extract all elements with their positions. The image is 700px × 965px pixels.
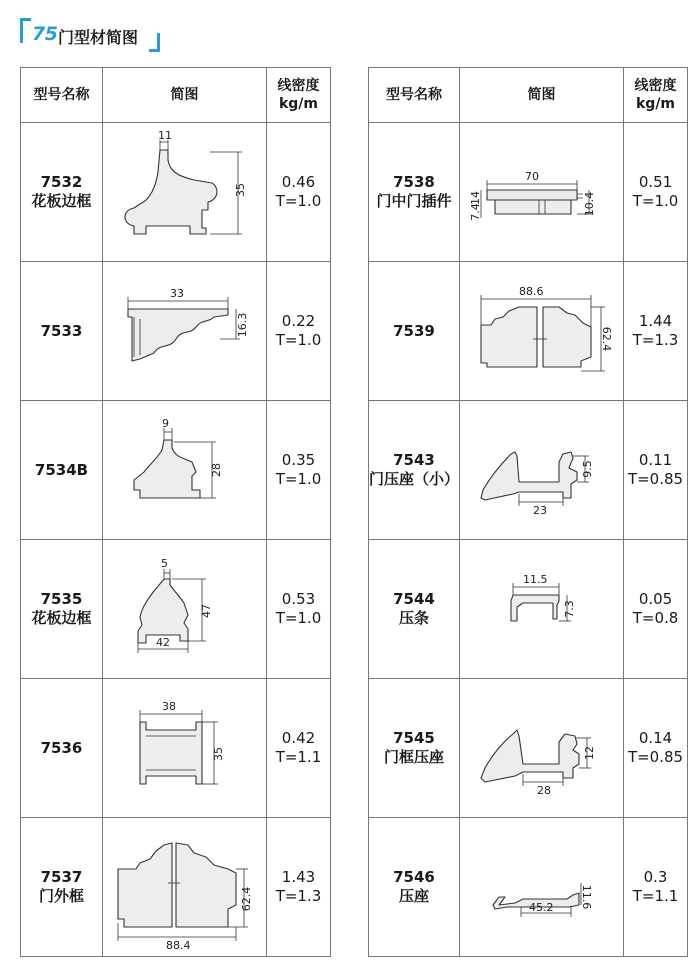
table-header-row — [21, 68, 331, 123]
dim-label: 9.5 — [580, 460, 594, 478]
wall-thickness: T=1.0 — [275, 470, 322, 488]
table-header-row — [369, 68, 688, 123]
table-row — [21, 679, 331, 818]
model-number: 7532 — [40, 173, 83, 191]
dim-label: 33 — [169, 287, 184, 300]
table-row — [21, 818, 331, 957]
model-cell — [21, 679, 103, 818]
density-cell — [624, 818, 688, 957]
density-cell — [624, 262, 688, 401]
model-name: 花板边框 — [31, 192, 92, 210]
figure-cell — [460, 818, 624, 957]
model-number: 7545 — [393, 729, 435, 747]
profile-7544-drawing — [467, 545, 617, 673]
table-row — [369, 401, 688, 540]
dim-label: 70 — [524, 170, 539, 183]
density-cell — [267, 679, 331, 818]
model-name: 花板边框 — [31, 609, 92, 627]
table-row — [21, 540, 331, 679]
dim-label: 38 — [161, 700, 176, 713]
figure-cell — [103, 818, 267, 957]
model-cell — [21, 818, 103, 957]
density-value: 0.46 — [281, 173, 316, 191]
dim-label: 35 — [211, 747, 225, 761]
dim-label: 5 — [160, 557, 168, 570]
density-value: 0.22 — [281, 312, 316, 330]
title-bracket-top-left — [20, 18, 31, 43]
model-number: 7544 — [393, 590, 435, 608]
table-row — [369, 818, 688, 957]
model-number: 7546 — [393, 868, 435, 886]
dim-label: 7.3 — [562, 600, 576, 618]
wall-thickness: T=1.3 — [275, 887, 322, 905]
dim-label: 16.3 — [235, 312, 249, 338]
wall-thickness: T=1.1 — [632, 887, 679, 905]
model-cell — [369, 123, 460, 262]
model-number: 7536 — [40, 738, 83, 757]
header-density-label: 线密度 — [634, 78, 677, 94]
table-row — [21, 262, 331, 401]
dim-label: 23 — [532, 504, 547, 517]
model-name: 门中门插件 — [376, 192, 452, 210]
profile-7539-drawing — [467, 267, 617, 395]
profile-7537-drawing — [110, 823, 260, 951]
table-row — [369, 540, 688, 679]
model-number: 7535 — [40, 590, 83, 608]
table-row — [21, 123, 331, 262]
wall-thickness: T=0.8 — [632, 609, 679, 627]
dim-label: 11.5 — [522, 573, 548, 586]
density-cell — [267, 262, 331, 401]
profile-7545-drawing — [467, 684, 617, 812]
figure-cell — [460, 540, 624, 679]
model-cell — [21, 123, 103, 262]
density-value: 0.11 — [638, 451, 673, 469]
model-cell — [21, 540, 103, 679]
model-cell — [21, 401, 103, 540]
dim-label: 62.4 — [239, 886, 253, 912]
table-row — [369, 123, 688, 262]
model-name: 门框压座 — [384, 748, 445, 766]
header-density — [267, 68, 331, 123]
dim-label: 10.4 — [582, 191, 596, 217]
density-value: 0.3 — [643, 868, 668, 886]
model-number: 7543 — [393, 451, 435, 469]
figure-cell — [460, 123, 624, 262]
wall-thickness: T=1.0 — [275, 192, 322, 210]
model-name: 门外框 — [38, 887, 84, 905]
wall-thickness: T=0.85 — [627, 470, 684, 488]
model-number: 7533 — [40, 321, 83, 340]
density-cell — [267, 123, 331, 262]
density-cell — [624, 401, 688, 540]
wall-thickness: T=1.0 — [275, 331, 322, 349]
density-cell — [624, 540, 688, 679]
wall-thickness: T=1.3 — [632, 331, 679, 349]
section-title — [20, 18, 160, 52]
dim-label: 42 — [155, 636, 170, 649]
density-value: 0.14 — [638, 729, 673, 747]
figure-cell — [460, 679, 624, 818]
figure-cell — [103, 262, 267, 401]
model-name: 压条 — [399, 609, 430, 627]
dim-label: 11.6 — [579, 884, 593, 910]
density-cell — [624, 123, 688, 262]
density-cell — [267, 401, 331, 540]
density-cell — [267, 818, 331, 957]
header-density-unit: kg/m — [635, 96, 676, 112]
model-cell — [369, 401, 460, 540]
density-value: 1.43 — [281, 868, 316, 886]
table-row — [369, 679, 688, 818]
model-name: 门压座（小） — [369, 470, 460, 488]
model-cell — [369, 540, 460, 679]
figure-cell — [103, 401, 267, 540]
dim-label: 28 — [536, 784, 551, 797]
header-figure: 简图 — [460, 68, 624, 123]
header-name: 型号名称 — [21, 68, 103, 123]
dim-label: 47 — [199, 604, 213, 618]
model-number: 7534B — [34, 460, 89, 479]
dim-label: 45.2 — [528, 901, 554, 914]
profile-7546-drawing — [467, 823, 617, 951]
density-value: 0.35 — [281, 451, 316, 469]
header-density — [624, 68, 688, 123]
density-cell — [267, 540, 331, 679]
dim-label: 7.4 — [468, 203, 482, 221]
wall-thickness: T=0.85 — [627, 748, 684, 766]
density-value: 0.51 — [638, 173, 673, 191]
model-number: 7539 — [393, 321, 435, 340]
profile-7535-drawing — [110, 545, 260, 673]
header-density-unit: kg/m — [278, 96, 319, 112]
dim-label: 35 — [233, 183, 247, 197]
profile-7538-drawing — [467, 128, 617, 256]
dim-label: 11 — [157, 129, 172, 142]
wall-thickness: T=1.0 — [632, 192, 679, 210]
profile-7536-drawing — [110, 684, 260, 812]
profile-table-right — [368, 67, 688, 957]
table-row — [369, 262, 688, 401]
table-row — [21, 401, 331, 540]
title-text: 门型材简图 — [58, 28, 139, 47]
profile-7532-drawing — [110, 128, 260, 256]
title-bracket-bottom-right — [149, 33, 160, 52]
figure-cell — [460, 401, 624, 540]
density-value: 1.44 — [638, 312, 673, 330]
density-value: 0.42 — [281, 729, 316, 747]
dim-label: 9 — [161, 417, 169, 430]
figure-cell — [103, 123, 267, 262]
profile-7543-drawing — [467, 406, 617, 534]
wall-thickness: T=1.0 — [275, 609, 322, 627]
dim-label: 88.6 — [518, 285, 544, 298]
profile-7533-drawing — [110, 267, 260, 395]
title-number: 75 — [32, 23, 58, 45]
model-cell — [369, 679, 460, 818]
header-density-label: 线密度 — [277, 78, 320, 94]
figure-cell — [103, 679, 267, 818]
model-cell — [369, 262, 460, 401]
model-number: 7537 — [40, 868, 83, 886]
dim-label: 28 — [209, 463, 223, 477]
model-number: 7538 — [393, 173, 435, 191]
header-figure: 简图 — [103, 68, 267, 123]
model-cell — [369, 818, 460, 957]
density-value: 0.53 — [281, 590, 316, 608]
header-name: 型号名称 — [369, 68, 460, 123]
model-name: 压座 — [399, 887, 430, 905]
figure-cell — [103, 540, 267, 679]
dim-label: 62.4 — [599, 326, 613, 352]
dim-label: 12 — [582, 746, 596, 760]
density-value: 0.05 — [638, 590, 673, 608]
profile-7534B-drawing — [110, 406, 260, 534]
dim-label: 14 — [468, 191, 482, 205]
density-cell — [624, 679, 688, 818]
profile-table-left — [20, 67, 331, 957]
figure-cell — [460, 262, 624, 401]
model-cell — [21, 262, 103, 401]
wall-thickness: T=1.1 — [275, 748, 322, 766]
dim-label: 88.4 — [165, 939, 190, 951]
